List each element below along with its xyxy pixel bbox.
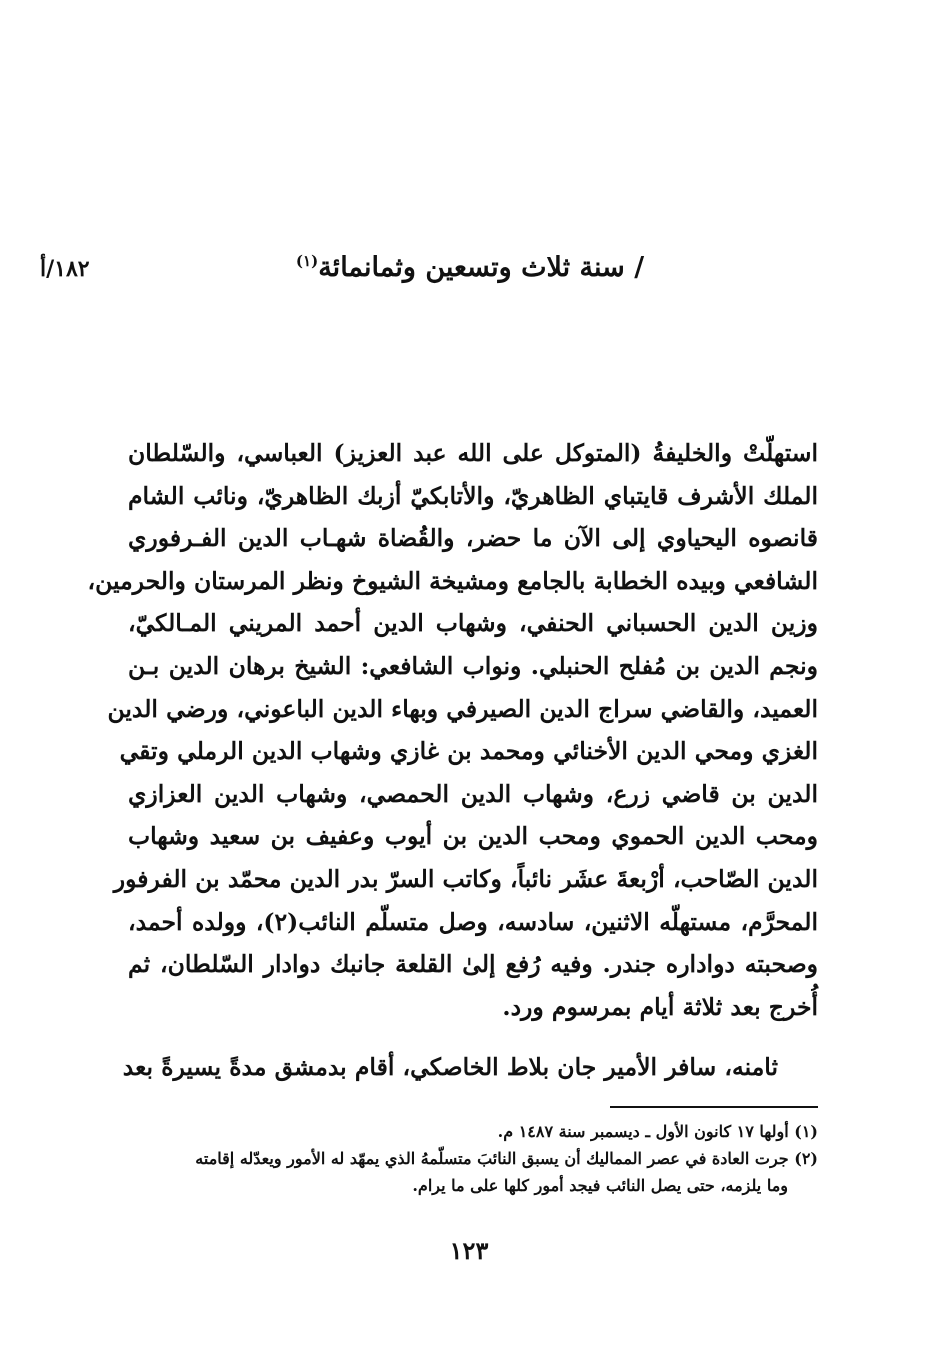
footnote-2: (٢) جرت العادة في عصر المماليك أن يسبق النائبَ متسلّمهُ الذي يمهّد له الأمور ويعدّله إقامته bbox=[195, 1149, 818, 1168]
text-line: أُخرج بعد ثلاثة أيام بمرسوم ورد. bbox=[502, 992, 818, 1021]
text-line: الدين بن قاضي زرع، وشهاب الدين الحمصي، وشهاب الدين العزازي bbox=[128, 779, 818, 808]
text-line: الغزي ومحي الدين الأخنائي ومحمد بن غازي وشهاب الدين الرملي وتقي bbox=[119, 737, 818, 766]
footnotes bbox=[128, 1118, 818, 1199]
text-line: وزين الدين الحسباني الحنفي، وشهاب الدين أحمد المريني المـالكيّ، bbox=[128, 609, 818, 638]
footnote-separator bbox=[610, 1106, 818, 1108]
text-line: قانصوه اليحياوي إلى الآن ما حضر، والقُضاة شهـاب الدين الفـرفوري bbox=[128, 524, 818, 553]
text-line: العميد، والقاضي سراج الدين الصيرفي وبهاء الدين الباعوني، ورضي الدين bbox=[107, 694, 818, 723]
text-line: الشافعي وبيده الخطابة بالجامع ومشيخة الشيوخ ونظر المرستان والحرمين، bbox=[87, 566, 818, 595]
footnote-1: (١) أولها ١٧ كانون الأول ـ ديسمبر سنة ١٤٨٧ م. bbox=[497, 1122, 818, 1141]
main-paragraph bbox=[87, 432, 818, 1028]
text-line: الملك الأشرف قايتباي الظاهريّ، والأتابكيّ أزبك الظاهريّ، ونائب الشام bbox=[128, 481, 818, 510]
text-line: ثامنه، سافر الأمير جان بلاط الخاصكي، أقام بدمشق مدةً يسيرةً بعد bbox=[122, 1053, 778, 1081]
heading-footnote-mark: (١) bbox=[295, 252, 319, 270]
heading-title: / سنة ثلاث وتسعين وثمانمائة bbox=[318, 252, 645, 283]
page-heading bbox=[290, 252, 650, 283]
page-number: ١٢٣ bbox=[449, 1236, 489, 1265]
footnote-2-continuation: وما يلزمه، حتى يصل النائب فيجد أمور كلها على ما يرام. bbox=[412, 1176, 788, 1195]
text-line: استهلّتْ والخليفةُ (المتوكل على الله عبد العزيز) العباسي، والسّلطان bbox=[128, 439, 818, 467]
text-line: المحرَّم، مستهلّه الاثنين، سادسه، وصل متسلّم النائب(٢)، وولده أحمد، bbox=[128, 907, 818, 936]
second-paragraph bbox=[122, 1046, 818, 1089]
folio-marker: ١٨٢/أ bbox=[40, 256, 90, 282]
text-line: ومحب الدين الحموي ومحب الدين بن أيوب وعفيف بن سعيد وشهاب bbox=[128, 822, 818, 851]
text-line: ونجم الدين بن مُفلح الحنبلي. ونواب الشافعي: الشيخ برهان الدين بـن bbox=[128, 651, 818, 680]
text-line: الدين الصّاحب، أرْبعةَ عشَر نائباً، وكاتب السرّ بدر الدين محمّد بن الفرفور bbox=[113, 864, 818, 893]
text-line: وصحبته دواداره جندر. وفيه رُفع إلىٰ القلعة جانبك دوادار السّلطان، ثم bbox=[128, 950, 818, 979]
